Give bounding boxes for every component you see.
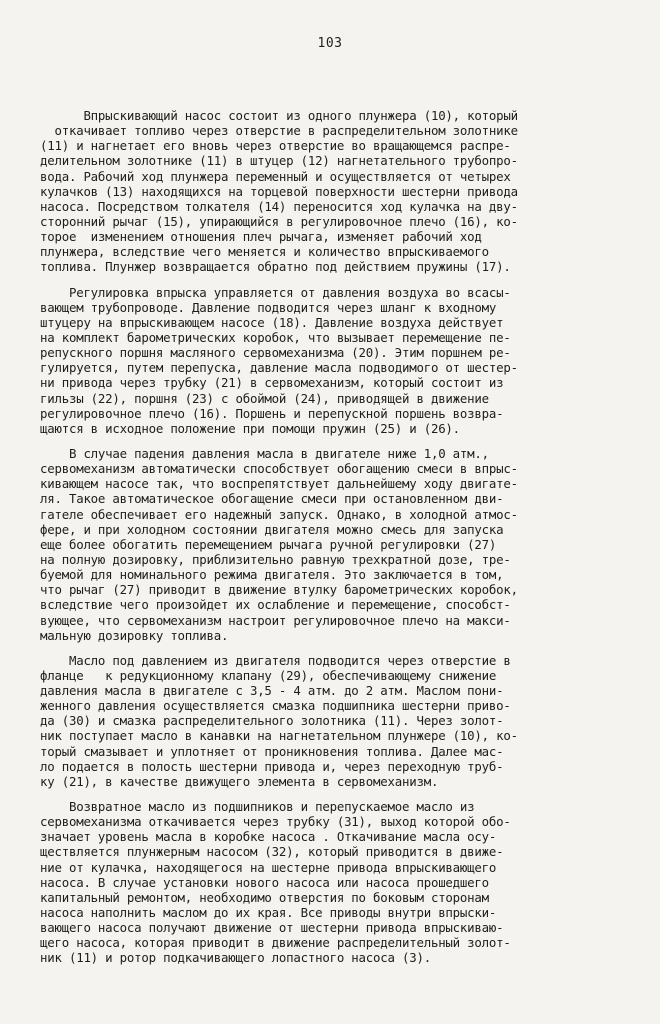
text-line: давления масла в двигателе с 3,5 - 4 атм. до 2 атм. Маслом пони-	[40, 683, 504, 699]
text-line: ло подается в полость шестерни привода и, через переходную труб-	[40, 758, 504, 774]
text-line: штуцеру на впрыскивающем насосе (18). Давление воздуха действует	[40, 314, 504, 330]
body-text	[40, 108, 640, 976]
text-line: Возвратное масло из подшипников и перепускаемое масло из	[40, 799, 475, 815]
paragraph-4	[40, 653, 640, 789]
text-line: фланце к редукционному клапану (29), обеспечивающему снижение	[40, 667, 497, 683]
text-line: значает уровень масла в коробке насоса . Откачивание масла осу-	[40, 829, 497, 845]
text-line: сервомеханизма откачивается через трубку (31), выход которой обо-	[40, 814, 511, 830]
paragraph-1	[40, 108, 640, 275]
text-line: насоса. Посредством толкателя (14) переносится ход кулачка на дву-	[40, 198, 518, 214]
text-line: женного давления осуществляется смазка подшипника шестерни приво-	[40, 698, 511, 714]
text-line: сервомеханизм автоматически способствует обогащению смеси в впрыс-	[40, 461, 518, 477]
text-line: ля. Такое автоматическое обогащение смеси при остановленном дви-	[40, 491, 504, 507]
text-line: на комплект барометрических коробок, что вызывает перемещение пе-	[40, 329, 511, 345]
text-line: капитальный ремонтом, необходимо отверстия по боковым сторонам	[40, 889, 489, 905]
text-line: на полную дозировку, приблизительно равную трехкратной дозе, тре-	[40, 551, 511, 567]
text-line: вующее, что сервомеханизм настроит регулировочное плечо на макси-	[40, 612, 511, 628]
text-line: вающего насоса получают движение от шестерни привода впрыскиваю-	[40, 920, 504, 936]
text-line: вающем трубопроводе. Давление подводится через шланг к входному	[40, 299, 497, 315]
text-line: мальную дозировку топлива.	[40, 627, 229, 643]
text-line: торое изменением отношения плеч рычага, изменяет рабочий ход	[40, 229, 482, 245]
text-line: делительном золотнике (11) в штуцер (12) нагнетательного трубопро-	[40, 153, 518, 169]
text-line: гильзы (22), поршня (23) с обоймой (24), приводящей в движение	[40, 390, 489, 406]
text-line: фере, и при холодном состоянии двигателя можно смесь для запуска	[40, 521, 504, 537]
text-line: Масло под давлением из двигателя подводится через отверстие в	[40, 652, 511, 668]
text-line: репускного поршня масляного сервомеханизма (20). Этим поршнем ре-	[40, 345, 511, 361]
text-line: да (30) и смазка распределительного золотника (11). Через золот-	[40, 713, 504, 729]
text-line: сторонний рычаг (15), упирающийся в регулировочное плечо (16), ко-	[40, 213, 518, 229]
text-line: кивающем насосе так, что воспрепятствует дальнейшему ходу двигате-	[40, 476, 518, 492]
text-line: еще более обогатить перемещением рычага ручной регулировки (27)	[40, 536, 497, 552]
paragraph-2	[40, 285, 640, 436]
text-line: Впрыскивающий насос состоит из одного плунжера (10), который	[40, 108, 518, 123]
text-line: насоса. В случае установки нового насоса или насоса прошедшего	[40, 874, 489, 890]
text-line: (11) и нагнетает его вновь через отверстие во вращающемся распре-	[40, 138, 511, 154]
text-line: ку (21), в качестве движущего элемента в сервомеханизм.	[40, 773, 439, 789]
text-line: щего насоса, которая приводит в движение распределительный золот-	[40, 935, 511, 951]
text-line: что рычаг (27) приводит в движение втулку барометрических коробок,	[40, 582, 518, 598]
text-line: ник поступает масло в канавки на нагнетательном плунжере (10), ко-	[40, 728, 518, 744]
text-line: гателе обеспечивает его надежный запуск. Однако, в холодной атмос-	[40, 506, 518, 522]
text-line: В случае падения давления масла в двигателе ниже 1,0 атм.,	[40, 445, 489, 461]
paragraph-5	[40, 799, 640, 966]
text-line: Регулировка впрыска управляется от давления воздуха во всасы-	[40, 284, 511, 300]
text-line: вода. Рабочий ход плунжера переменный и осуществляется от четырех	[40, 168, 511, 184]
text-line: торый смазывает и уплотняет от проникновения топлива. Далее мас-	[40, 743, 504, 759]
text-line: кулачков (13) находящихся на торцевой поверхности шестерни привода	[40, 183, 518, 199]
text-line: откачивает топливо через отверстие в распределительном золотнике	[40, 123, 518, 139]
paragraph-3	[40, 446, 640, 643]
text-line: регулировочное плечо (16). Поршень и перепускной поршень возвра-	[40, 405, 504, 421]
text-line: буемой для номинального режима двигателя. Это заключается в том,	[40, 567, 504, 583]
page-number: 103	[317, 36, 343, 51]
text-line: плунжера, вследствие чего меняется и количество впрыскиваемого	[40, 244, 489, 260]
text-line: ние от кулачка, находящегося на шестерне привода впрыскивающего	[40, 859, 497, 875]
text-line: топлива. Плунжер возвращается обратно под действием пружины (17).	[40, 259, 511, 275]
text-line: гулируется, путем перепуска, давление масла подводимого от шестер-	[40, 360, 518, 376]
text-line: щаются в исходное положение при помощи пружин (25) и (26).	[40, 420, 460, 436]
text-line: ществляется плунжерным насосом (32), который приводится в движе-	[40, 844, 504, 860]
text-line: вследствие чего произойдет их ослабление и перемещение, способст-	[40, 597, 511, 613]
text-line: ник (11) и ротор подкачивающего лопастного насоса (3).	[40, 950, 431, 966]
text-line: насоса наполнить маслом до их края. Все приводы внутри впрыски-	[40, 905, 497, 921]
text-line: ни привода через трубку (21) в сервомеханизм, который состоит из	[40, 375, 504, 391]
